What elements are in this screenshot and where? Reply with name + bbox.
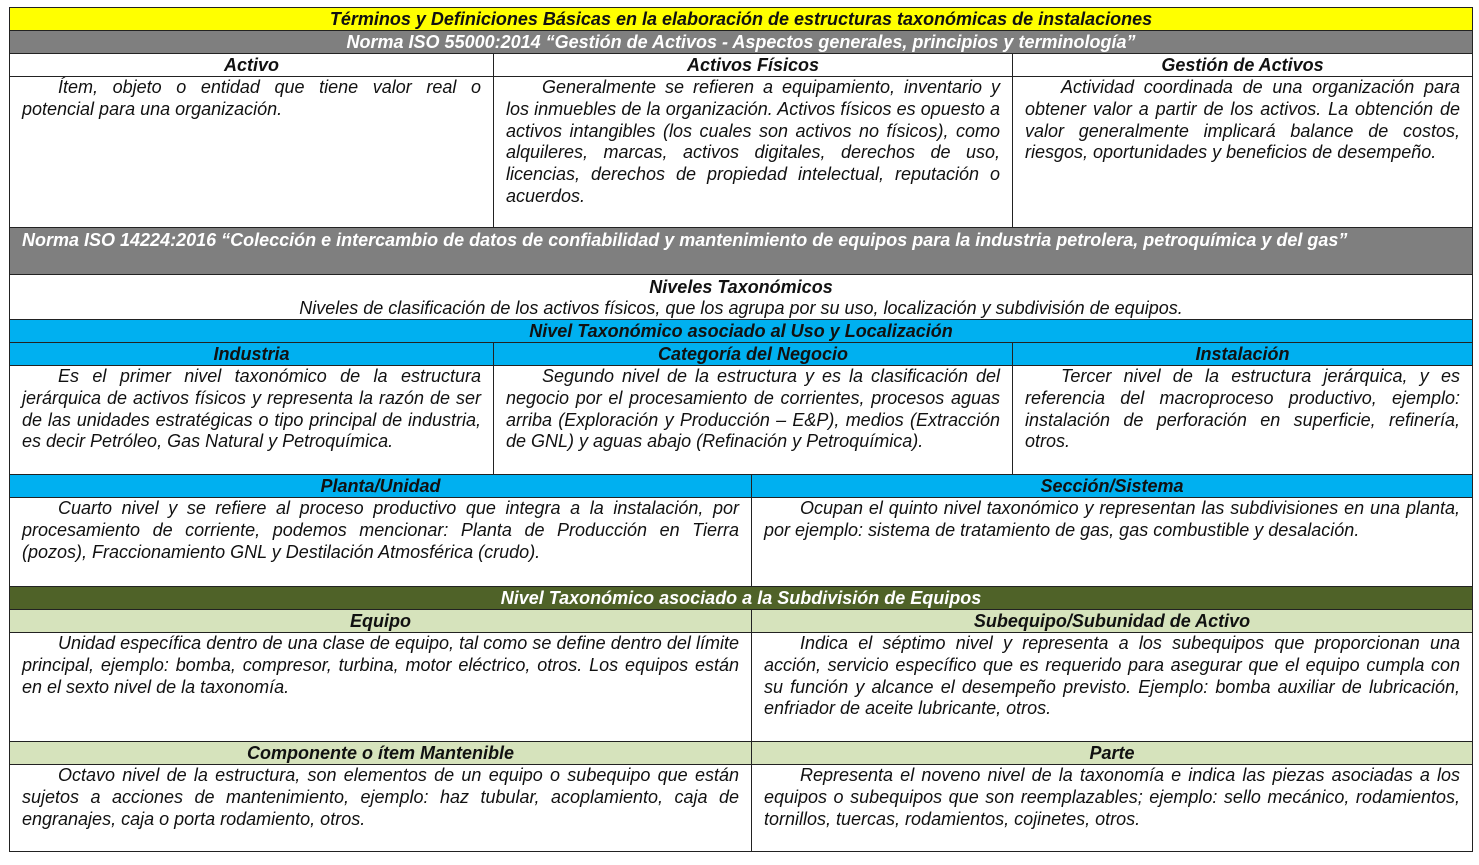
header-gestion-activos: Gestión de Activos	[1013, 54, 1473, 77]
iso55000-body-row	[10, 77, 1473, 228]
header-parte: Parte	[752, 742, 1473, 765]
text-seccion-sistema: Ocupan el quinto nivel taxonómico y representan las subdivisiones en una planta, por ejemplo: sistema de tratamiento de gas, gas combustible y desalación.	[752, 498, 1473, 587]
definitions-table	[9, 7, 1473, 852]
table-title: Términos y Definiciones Básicas en la elaboración de estructuras taxonómicas de instalaciones	[10, 8, 1473, 31]
equipos-body-row-2	[10, 765, 1473, 852]
taxonomy-definitions-table	[9, 7, 1472, 852]
iso55000-heading: Norma ISO 55000:2014 “Gestión de Activos - Aspectos generales, principios y terminología”	[10, 31, 1473, 54]
text-subequipo: Indica el séptimo nivel y representa a los subequipos que proporcionan una acción, servicio específico que es requerido para asegurar que el equipo cumpla con su función y alcance el desempeño previsto. Ejemplo: bomba auxiliar de lubricación, enfriador de aceite lubricante, otros.	[752, 633, 1473, 742]
header-activos-fisicos: Activos Físicos	[494, 54, 1013, 77]
equipos-header-row-2	[10, 742, 1473, 765]
text-planta-unidad: Cuarto nivel y se refiere al proceso productivo que integra a la instalación, por procesamiento de corriente, podemos mencionar: Planta de Producción en Tierra (pozos), Fraccionamiento GNL y Destilación Atmosférica (crudo).	[10, 498, 752, 587]
uso-header-row-2	[10, 475, 1473, 498]
header-industria: Industria	[10, 343, 494, 366]
iso55000-heading-row	[10, 31, 1473, 54]
uso-header-row	[10, 343, 1473, 366]
niveles-title: Niveles Taxonómicos	[649, 277, 833, 297]
text-activos-fisicos: Generalmente se refieren a equipamiento, inventario y los inmuebles de la organización. Activos físicos es opuesto a activos intangibles (los cuales son activos no físicos), como alquileres, marcas, activos digitales, derechos de uso, licencias, derechos de propiedad intelectual, reputación o acuerdos.	[494, 77, 1013, 228]
niveles-row	[10, 275, 1473, 320]
title-row	[10, 8, 1473, 31]
text-componente: Octavo nivel de la estructura, son elementos de un equipo o subequipo que están sujetos a acciones de mantenimiento, ejemplo: haz tubular, acoplamiento, caja de engranajes, caja o porta rodamiento, otros.	[10, 765, 752, 852]
iso55000-header-row	[10, 54, 1473, 77]
equipos-heading: Nivel Taxonómico asociado a la Subdivisión de Equipos	[10, 587, 1473, 610]
text-industria: Es el primer nivel taxonómico de la estructura jerárquica de activos físicos y representa la razón de ser de las unidades estratégicas o tipo principal de industria, es decir Petróleo, Gas Natural y Petroquímica.	[10, 366, 494, 475]
text-parte: Representa el noveno nivel de la taxonomía e indica las piezas asociadas a los equipos o subequipos que son reemplazables; ejemplo: sello mecánico, rodamientos, tornillos, tuercas, rodamientos, cojinetes, otros.	[752, 765, 1473, 852]
text-activo: Ítem, objeto o entidad que tiene valor real o potencial para una organización.	[10, 77, 494, 228]
uso-heading-row	[10, 320, 1473, 343]
header-activo: Activo	[10, 54, 494, 77]
iso14224-heading: Norma ISO 14224:2016 “Colección e intercambio de datos de confiabilidad y mantenimiento de equipos para la industria petrolera, petroquímica y del gas”	[10, 228, 1473, 275]
equipos-header-row	[10, 610, 1473, 633]
equipos-body-row	[10, 633, 1473, 742]
text-equipo: Unidad específica dentro de una clase de equipo, tal como se define dentro del límite principal, ejemplo: bomba, compresor, turbina, motor eléctrico, otros. Los equipos están en el sexto nivel de la taxonomía.	[10, 633, 752, 742]
header-categoria-negocio: Categoría del Negocio	[494, 343, 1013, 366]
header-instalacion: Instalación	[1013, 343, 1473, 366]
iso14224-heading-row	[10, 228, 1473, 275]
niveles-cell	[10, 275, 1473, 320]
uso-heading: Nivel Taxonómico asociado al Uso y Localización	[10, 320, 1473, 343]
header-equipo: Equipo	[10, 610, 752, 633]
header-planta-unidad: Planta/Unidad	[10, 475, 752, 498]
niveles-text: Niveles de clasificación de los activos físicos, que los agrupa por su uso, localización y subdivisión de equipos.	[299, 298, 1183, 318]
header-seccion-sistema: Sección/Sistema	[752, 475, 1473, 498]
header-subequipo: Subequipo/Subunidad de Activo	[752, 610, 1473, 633]
equipos-heading-row	[10, 587, 1473, 610]
text-gestion-activos: Actividad coordinada de una organización para obtener valor a partir de los activos. La obtención de valor generalmente implicará balance de costos, riesgos, oportunidades y beneficios de desempeño.	[1013, 77, 1473, 228]
header-componente: Componente o ítem Mantenible	[10, 742, 752, 765]
text-instalacion: Tercer nivel de la estructura jerárquica, y es referencia del macroproceso productivo, ejemplo: instalación de perforación en superficie, refinería, otros.	[1013, 366, 1473, 475]
uso-body-row	[10, 366, 1473, 475]
uso-body-row-2	[10, 498, 1473, 587]
text-categoria-negocio: Segundo nivel de la estructura y es la clasificación del negocio por el procesamiento de corrientes, procesos aguas arriba (Exploración y Producción – E&P), medios (Extracción de GNL) y aguas abajo (Refinación y Petroquímica).	[494, 366, 1013, 475]
